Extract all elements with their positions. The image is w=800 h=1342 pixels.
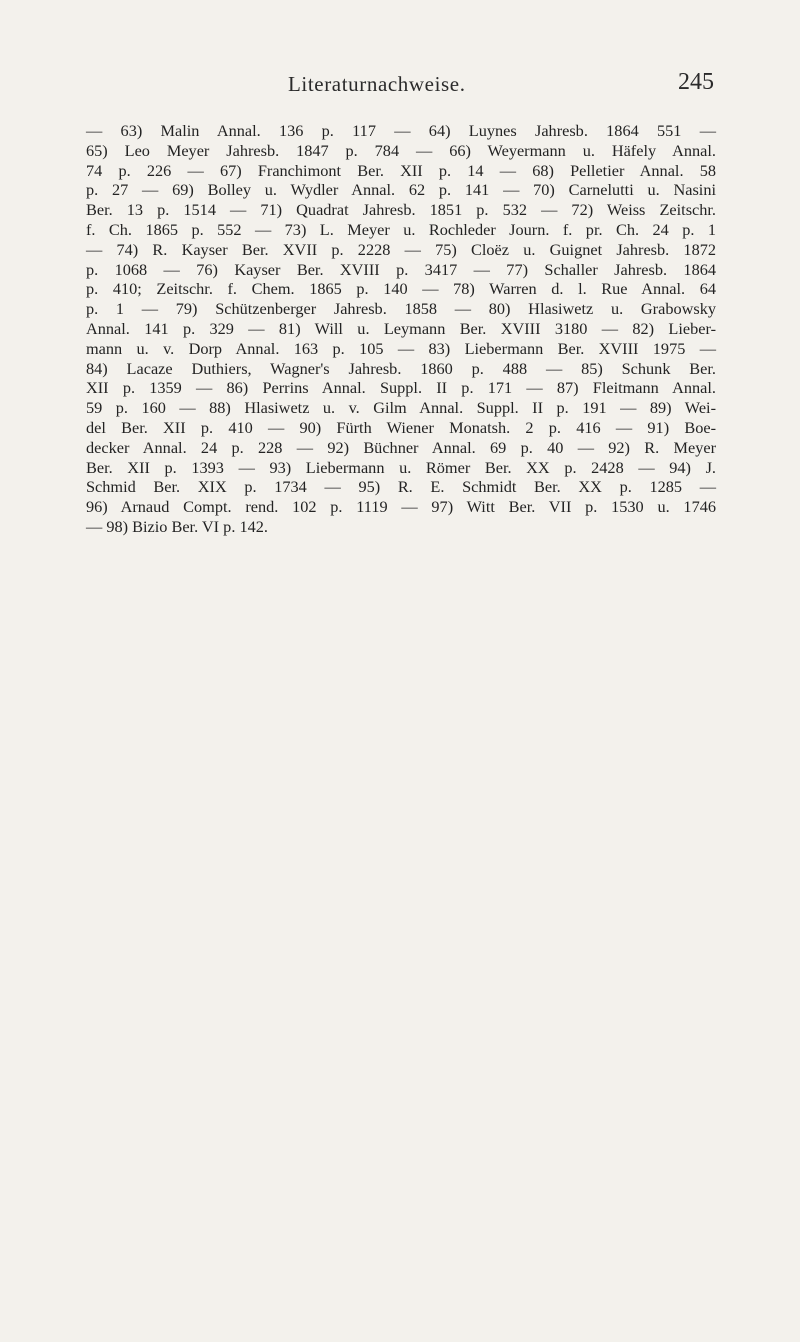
reference-line: Schmid Ber. XIX p. 1734 — 95) R. E. Schmidt Ber. XX p. 1285 — (86, 477, 716, 497)
reference-line: p. 27 — 69) Bolley u. Wydler Annal. 62 p. 141 — 70) Carnelutti u. Nasini (86, 180, 716, 200)
reference-line: Ber. XII p. 1393 — 93) Liebermann u. Römer Ber. XX p. 2428 — 94) J. (86, 457, 716, 477)
reference-line: 84) Lacaze Duthiers, Wagner's Jahresb. 1860 p. 488 — 85) Schunk Ber. (86, 358, 716, 378)
reference-line: p. 410; Zeitschr. f. Chem. 1865 p. 140 — 78) Warren d. l. Rue Annal. 64 (86, 279, 716, 299)
reference-line: f. Ch. 1865 p. 552 — 73) L. Meyer u. Rochleder Journ. f. pr. Ch. 24 p. 1 (86, 219, 716, 239)
reference-line: Annal. 141 p. 329 — 81) Will u. Leymann Ber. XVIII 3180 — 82) Lieber- (86, 318, 716, 338)
reference-line: XII p. 1359 — 86) Perrins Annal. Suppl. II p. 171 — 87) Fleitmann Annal. (86, 378, 716, 398)
reference-line: mann u. v. Dorp Annal. 163 p. 105 — 83) Liebermann Ber. XVIII 1975 — (86, 338, 716, 358)
reference-line: 74 p. 226 — 67) Franchimont Ber. XII p. 14 — 68) Pelletier Annal. 58 (86, 160, 716, 180)
reference-line: p. 1068 — 76) Kayser Ber. XVIII p. 3417 — 77) Schaller Jahresb. 1864 (86, 259, 716, 279)
reference-line: 59 p. 160 — 88) Hlasiwetz u. v. Gilm Annal. Suppl. II p. 191 — 89) Wei- (86, 398, 716, 418)
reference-line: — 98) Bizio Ber. VI p. 142. (86, 516, 268, 536)
reference-line: decker Annal. 24 p. 228 — 92) Büchner Annal. 69 p. 40 — 92) R. Meyer (86, 437, 716, 457)
reference-line: — 74) R. Kayser Ber. XVII p. 2228 — 75) Cloëz u. Guignet Jahresb. 1872 (86, 239, 716, 259)
reference-line: del Ber. XII p. 410 — 90) Fürth Wiener Monatsh. 2 p. 416 — 91) Boe- (86, 417, 716, 437)
running-head (0, 69, 800, 102)
page-number: 245 (678, 69, 714, 95)
reference-line: 96) Arnaud Compt. rend. 102 p. 1119 — 97) Witt Ber. VII p. 1530 u. 1746 (86, 497, 716, 517)
running-head-title: Literaturnachweise. (288, 72, 466, 96)
reference-line: 65) Leo Meyer Jahresb. 1847 p. 784 — 66) Weyermann u. Häfely Annal. (86, 140, 716, 160)
reference-line: p. 1 — 79) Schützenberger Jahresb. 1858 — 80) Hlasiwetz u. Grabowsky (86, 299, 716, 319)
reference-line: — 63) Malin Annal. 136 p. 117 — 64) Luynes Jahresb. 1864 551 — (86, 121, 716, 140)
reference-line: Ber. 13 p. 1514 — 71) Quadrat Jahresb. 1851 p. 532 — 72) Weiss Zeitschr. (86, 200, 716, 220)
reference-list (86, 121, 716, 537)
